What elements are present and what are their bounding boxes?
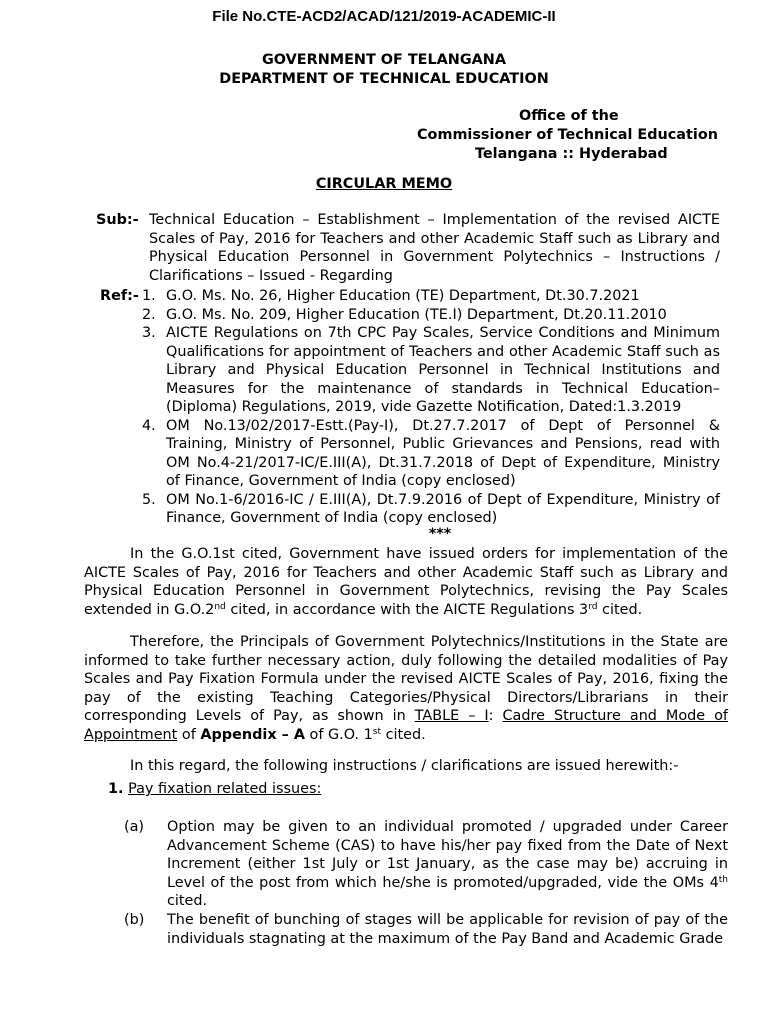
references-list <box>100 287 720 528</box>
reference-item: 2. G.O. Ms. No. 209, Higher Education (TE.I) Department, Dt.20.11.2010 <box>142 306 667 323</box>
letterhead <box>0 51 768 89</box>
paragraph-1: In the G.O.1st cited, Government have issued orders for implementation of the AICTE Scales of Pay, 2016 for Teachers and other Academic Staff such as Library and Physical Education Personnel in Government Polytechnics, revising the Pay Scales extended in G.O.2nd cited, in accordance with the AICTE Regulations 3rd cited. <box>84 546 728 618</box>
paragraph-2: Therefore, the Principals of Government Polytechnics/Institutions in the State are informed to take further necessary action, duly following the detailed modalities of Pay Scales and Pay Fixation Formula under the revised AICTE Scales of Pay, 2016, fixing the pay of the existing Teaching Categories/Physical Directors/Librarians in their corresponding Levels of Pay, as shown in TABLE – I: Cadre Structure and Mode of Appointment of Appendix – A of G.O. 1st cited. <box>84 634 728 743</box>
table-reference: TABLE – I <box>414 708 489 724</box>
section-1-item-a: (a) Option may be given to an individual promoted / upgraded under Career Advancement Scheme (CAS) to have his/her pay fixed from the Date of Next Increment (either 1st July or 1st January, as the case may be) accruing in Level of the post from which he/she is promoted/upgraded, vide the OMs 4th cited. <box>124 819 728 909</box>
subject-label: Sub:- <box>96 212 139 228</box>
section-1-item-b: (b) The benefit of bunching of stages will be applicable for revision of pay of the individuals stagnating at the maximum of the Pay Band and Academic Grade <box>124 912 728 947</box>
reference-item: 5. OM No.1-6/2016-IC / E.III(A), Dt.7.9.2016 of Dept of Expenditure, Ministry of Finance, Government of India (copy enclosed) <box>142 491 720 526</box>
subject-text: Technical Education – Establishment – Implementation of the revised AICTE Scales of Pay, 2016 for Teachers and other Academic Staff such as Library and Physical Education Personnel in Government Polytechnics – Instructions / Clarifications – Issued - Regarding <box>149 212 720 284</box>
reference-item: 3. AICTE Regulations on 7th CPC Pay Scales, Service Conditions and Minimum Qualifications for appointment of Teachers and other Academic Staff such as Library and Physical Education Personnel in Technical Institutions and Measures for the maintenance of standards in Technical Education–(Diploma) Regulations, 2019, vide Gazette Notification, Dated:1.3.2019 <box>142 325 720 415</box>
subject-block <box>96 211 720 285</box>
section-1-heading: 1. Pay fixation related issues: <box>108 781 322 797</box>
references-block <box>100 287 720 540</box>
reference-item: 4. OM No.13/02/2017-Estt.(Pay-I), Dt.27.7.2017 of Dept of Personnel & Training, Ministry of Personnel, Public Grievances and Pensions, read with OM No.4-21/2017-IC/E.III(A), Dt.31.7.2018 of Dept of Expenditure, Ministry of Finance, Government of India (copy enclosed) <box>142 417 720 489</box>
reference-item: 1. G.O. Ms. No. 26, Higher Education (TE) Department, Dt.30.7.2021 <box>142 288 640 304</box>
office-line-1: Office of the <box>519 108 619 124</box>
references-label: Ref:- <box>100 288 139 304</box>
department-name: DEPARTMENT OF TECHNICAL EDUCATION <box>219 71 549 87</box>
memo-title: CIRCULAR MEMO <box>315 176 453 192</box>
separator-stars: *** <box>428 525 452 542</box>
office-address <box>0 107 768 164</box>
government-name: GOVERNMENT OF TELANGANA <box>262 52 506 68</box>
office-line-3: Telangana :: Hyderabad <box>475 146 668 162</box>
appendix-reference: Appendix – A <box>200 726 305 743</box>
file-number: File No.CTE-ACD2/ACAD/121/2019-ACADEMIC-II <box>212 8 556 25</box>
paragraph-3: In this regard, the following instructions / clarifications are issued herewith:- <box>130 758 679 774</box>
office-line-2: Commissioner of Technical Education <box>417 127 718 143</box>
section-1-title: Pay fixation related issues: <box>128 781 322 797</box>
cadre-reference: Cadre Structure and Mode of Appointment <box>84 708 728 743</box>
